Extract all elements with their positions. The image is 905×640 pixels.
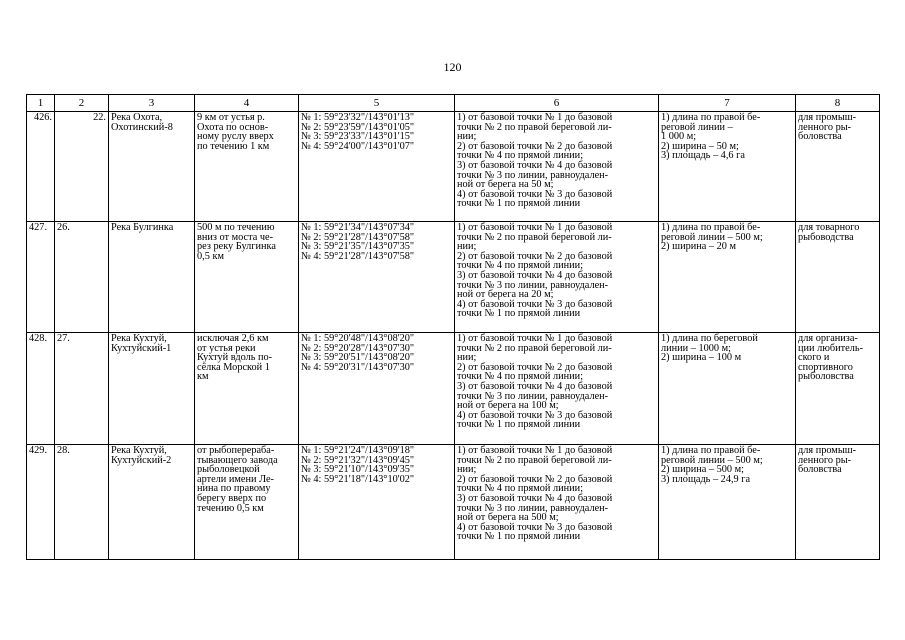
page-number: 120 — [443, 60, 462, 74]
column-header: 5 — [299, 95, 455, 112]
column-header: 4 — [195, 95, 299, 112]
base-point-coordinates: № 1: 59°20'48"/143°08'20" № 2: 59°20'28"/143°07'30" № 3: 59°20'51"/143°08'20" № 4: 59°20'31"/143°07'30" — [299, 333, 455, 445]
site-dimensions: 1) длина по правой бе- реговой линии – 500 м; 2) ширина – 500 м; 3) площадь – 24,9 га — [659, 445, 796, 560]
site-borders: 1) от базовой точки № 1 до базовой точки № 2 по правой береговой ли- нии; 2) от базовой точки № 2 до базовой точки № 4 по прямой линии; 3) от базовой точки № 4 до базовой точки № 3 по линии, равноудален- ной от берега на 50 м; 4) от базовой точки № 3 до базовой точки № 1 по прямой линии — [455, 112, 659, 222]
site-dimensions: 1) длина по береговой линии – 1000 м; 2) ширина – 100 м — [659, 333, 796, 445]
site-number: 26. — [55, 222, 109, 333]
site-dimensions: 1) длина по правой бе- реговой линии – 1 000 м; 2) ширина – 50 м; 3) площадь – 4,6 га — [659, 112, 796, 222]
river-name: Река Булгинка — [109, 222, 195, 333]
site-purpose: для организа- ции любитель- ского и спортивного рыболовства — [796, 333, 880, 445]
table-row — [27, 112, 880, 222]
river-name: Река Кухтуй, Кухтуйский-2 — [109, 445, 195, 560]
site-purpose: для промыш- ленного ры- боловства — [796, 445, 880, 560]
site-dimensions: 1) длина по правой бе- реговой линии – 500 м; 2) ширина – 20 м — [659, 222, 796, 333]
table-header-row — [27, 95, 880, 112]
column-header: 2 — [55, 95, 109, 112]
table-row — [27, 445, 880, 560]
site-location: исключая 2,6 км от устья реки Кухтуй вдоль по- сёлка Морской 1 км — [195, 333, 299, 445]
site-number: 22. — [55, 112, 109, 222]
site-location: 9 км от устья р. Охота по основ- ному руслу вверх по течению 1 км — [195, 112, 299, 222]
row-number: 426. — [27, 112, 55, 222]
base-point-coordinates: № 1: 59°21'24"/143°09'18" № 2: 59°21'32"/143°09'45" № 3: 59°21'10"/143°09'35" № 4: 59°21'18"/143°10'02" — [299, 445, 455, 560]
row-number: 429. — [27, 445, 55, 560]
table-row — [27, 222, 880, 333]
row-number: 428. — [27, 333, 55, 445]
site-location: 500 м по течению вниз от моста че- рез реку Булгинка 0,5 км — [195, 222, 299, 333]
site-number: 28. — [55, 445, 109, 560]
river-name: Река Кухтуй, Кухтуйский-1 — [109, 333, 195, 445]
column-header: 6 — [455, 95, 659, 112]
site-purpose: для промыш- ленного ры- боловства — [796, 112, 880, 222]
column-header: 1 — [27, 95, 55, 112]
column-header: 8 — [796, 95, 880, 112]
site-borders: 1) от базовой точки № 1 до базовой точки № 2 по правой береговой ли- нии; 2) от базовой точки № 2 до базовой точки № 4 по прямой линии; 3) от базовой точки № 4 до базовой точки № 3 по линии, равноудален- ной от берега на 500 м; 4) от базовой точки № 3 до базовой точки № 1 по прямой линии — [455, 445, 659, 560]
column-header: 3 — [109, 95, 195, 112]
river-name: Река Охота, Охотинский-8 — [109, 112, 195, 222]
site-purpose: для товарного рыбоводства — [796, 222, 880, 333]
fishing-sites-table — [26, 94, 880, 560]
base-point-coordinates: № 1: 59°21'34"/143°07'34" № 2: 59°21'28"/143°07'58" № 3: 59°21'35"/143°07'35" № 4: 59°21'28"/143°07'58" — [299, 222, 455, 333]
site-number: 27. — [55, 333, 109, 445]
row-number: 427. — [27, 222, 55, 333]
site-location: от рыбоперераба- тывающего завода рыболовецкой артели имени Ле- нина по правому берегу вверх по течению 0,5 км — [195, 445, 299, 560]
site-borders: 1) от базовой точки № 1 до базовой точки № 2 по правой береговой ли- нии; 2) от базовой точки № 2 до базовой точки № 4 по прямой линии; 3) от базовой точки № 4 до базовой точки № 3 по линии, равноудален- ной от берега на 20 м; 4) от базовой точки № 3 до базовой точки № 1 по прямой линии — [455, 222, 659, 333]
table-row — [27, 333, 880, 445]
site-borders: 1) от базовой точки № 1 до базовой точки № 2 по правой береговой ли- нии; 2) от базовой точки № 2 до базовой точки № 4 по прямой линии; 3) от базовой точки № 4 до базовой точки № 3 по линии, равноудален- ной от берега на 100 м; 4) от базовой точки № 3 до базовой точки № 1 по прямой линии — [455, 333, 659, 445]
column-header: 7 — [659, 95, 796, 112]
base-point-coordinates: № 1: 59°23'32"/143°01'13" № 2: 59°23'59"/143°01'05" № 3: 59°23'33"/143°01'15" № 4: 59°24'00"/143°01'07" — [299, 112, 455, 222]
